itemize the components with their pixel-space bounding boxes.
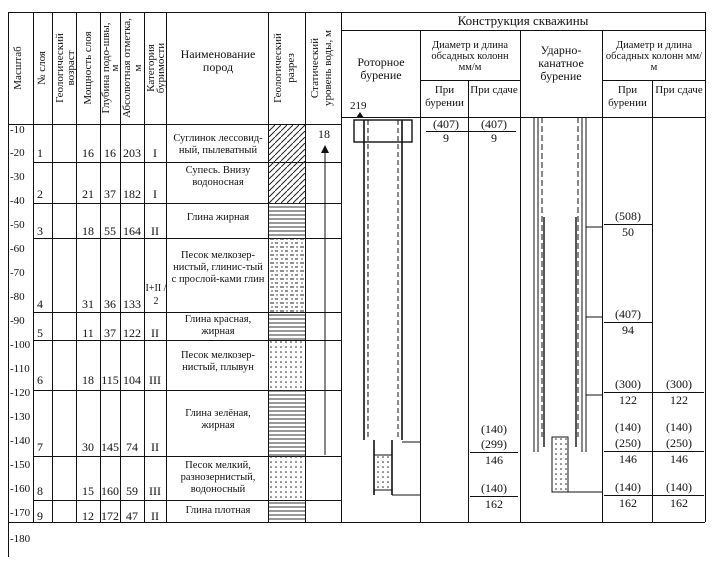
section-quicksand <box>269 340 305 390</box>
layer-mark: 164 <box>123 224 141 238</box>
layer-cat: I <box>153 146 157 160</box>
scale-tick: -130 <box>10 411 31 423</box>
layer-mark: 47 <box>126 509 138 523</box>
layer-thick: 21 <box>82 187 94 201</box>
layer-depth: 37 <box>104 187 116 201</box>
layer-no: 9 <box>37 509 43 523</box>
scale-tick: -80 <box>10 291 25 303</box>
layer-depth: 115 <box>101 373 119 387</box>
water-level-arrow <box>318 143 332 457</box>
perc-hand-6: (140) <box>666 480 692 494</box>
scale-tick: -100 <box>10 339 31 351</box>
perc-hand-5-len: 146 <box>670 452 688 466</box>
perc-drill-3-len: 122 <box>619 393 637 407</box>
header-handover-rotary: При сдаче <box>470 84 518 96</box>
header-rock-name: Наименование пород <box>180 47 256 74</box>
layer-cat: III <box>149 373 161 387</box>
layer-thick: 15 <box>82 484 94 498</box>
rotary-top-label: 219 <box>350 100 367 112</box>
section-green-clay <box>269 390 305 456</box>
header-handover-percussion: При сдаче <box>655 84 703 96</box>
header-diam-title-percussion: Диаметр и длина обсадных колонн мм/м <box>605 40 703 73</box>
scale-tick: -150 <box>10 459 31 471</box>
layer-name: Глина плотная <box>185 505 251 516</box>
scale-tick: -140 <box>10 435 31 447</box>
layer-thick: 30 <box>82 440 94 454</box>
header-category: Категория буримости <box>145 42 167 94</box>
scale-tick: -10 <box>10 124 25 136</box>
scale-tick: -170 <box>10 507 31 519</box>
layer-mark: 59 <box>126 484 138 498</box>
section-dense-clay <box>269 500 305 522</box>
perc-hand-6-len: 162 <box>670 496 688 510</box>
header-drilling-percussion: При бурении <box>608 84 647 109</box>
layer-cat: II <box>151 326 159 340</box>
layer-mark: 133 <box>123 297 141 311</box>
scale-tick: -20 <box>10 147 25 159</box>
scale-tick: -70 <box>10 267 25 279</box>
header-drilling-rotary: При бурении <box>425 84 464 109</box>
header-layer-no: № слоя <box>36 51 48 85</box>
layer-cat: I <box>153 187 157 201</box>
scale-tick: -180 <box>10 533 31 545</box>
percussion-casing-diagram <box>524 117 602 522</box>
perc-hand-3-len: 122 <box>670 393 688 407</box>
section-red-clay <box>269 312 305 340</box>
perc-drill-1-len: 50 <box>622 225 634 239</box>
header-geo-age: Геологический возраст <box>54 33 77 103</box>
layer-mark: 104 <box>123 373 141 387</box>
layer-name: Песок мелкий, разнозернистый, водоносный <box>180 460 256 495</box>
layer-cat: II <box>151 509 159 523</box>
layer-no: 5 <box>37 326 43 340</box>
perc-hand-4: (140) <box>666 420 692 434</box>
layer-no: 2 <box>37 187 43 201</box>
perc-drill-2: (407) <box>615 307 641 321</box>
scale-tick: -40 <box>10 195 25 207</box>
header-water-level: Статический уровень воды, м <box>309 30 334 106</box>
perc-hand-3: (300) <box>666 377 692 391</box>
layer-name: Песок мелкозер-нистый, плывун <box>180 350 256 373</box>
geological-section <box>269 125 305 522</box>
layer-no: 4 <box>37 297 43 311</box>
rotary-drill-1-len: 9 <box>443 131 449 145</box>
scale-tick: -120 <box>10 387 31 399</box>
layer-cat: III <box>149 484 161 498</box>
perc-drill-2-len: 94 <box>622 323 634 337</box>
layer-name: Глина жирная <box>186 212 250 223</box>
water-level-value: 18 <box>318 127 330 141</box>
header-scale: Масштаб <box>12 46 24 90</box>
header-geo-section: Геологический разрез <box>272 33 297 103</box>
layer-thick: 31 <box>82 297 94 311</box>
layer-depth: 160 <box>101 484 119 498</box>
rotary-drill-2-len: 146 <box>485 453 503 467</box>
layer-depth: 55 <box>104 224 116 238</box>
header-abs-mark: Абсолютная отметка, м <box>121 18 144 118</box>
layer-no: 7 <box>37 440 43 454</box>
rotary-casing-diagram <box>346 110 420 522</box>
layer-cat: I+II / 2 <box>145 283 167 307</box>
section-fine-sand <box>269 456 305 500</box>
rotary-hand-1-len: 9 <box>491 131 497 145</box>
layer-thick: 18 <box>82 224 94 238</box>
scale-tick: -60 <box>10 243 25 255</box>
scale-tick: -90 <box>10 315 25 327</box>
perc-drill-3: (300) <box>615 377 641 391</box>
header-depth: Глубина подо-швы, м <box>100 22 121 114</box>
rotary-drill-2b: (299) <box>481 437 507 451</box>
layer-no: 6 <box>37 373 43 387</box>
layer-mark: 122 <box>123 326 141 340</box>
perc-drill-5-len: 146 <box>619 452 637 466</box>
layer-depth: 36 <box>104 297 116 311</box>
layer-depth: 172 <box>101 509 119 523</box>
scale-tick: -30 <box>10 171 25 183</box>
scale-tick: -110 <box>10 363 30 375</box>
rotary-hand-1: (407) <box>481 117 507 131</box>
section-sandy-loam <box>269 162 305 203</box>
rotary-drill-1: (407) <box>433 117 459 131</box>
perc-drill-1: (508) <box>615 209 641 223</box>
scale-tick: -50 <box>10 219 25 231</box>
section-sand-clay <box>269 238 305 312</box>
layer-name: Суглинок лессовид-ный, пылеватный <box>173 133 263 156</box>
header-diam-title-rotary: Диаметр и длина обсадных колонн мм/м <box>431 40 509 73</box>
header-thickness: Мощность слоя <box>82 31 94 105</box>
layer-name: Супесь. Внизу водоносная <box>185 165 251 188</box>
rotary-drill-2: (140) <box>481 422 507 436</box>
layer-no: 1 <box>37 146 43 160</box>
layer-depth: 145 <box>101 440 119 454</box>
layer-thick: 11 <box>82 326 94 340</box>
layer-thick: 18 <box>82 373 94 387</box>
layer-cat: II <box>151 440 159 454</box>
layer-cat: II <box>151 224 159 238</box>
layer-no: 8 <box>37 484 43 498</box>
header-percussion: Ударно-канатное бурение <box>538 43 584 83</box>
section-clay <box>269 203 305 238</box>
layer-no: 3 <box>37 224 43 238</box>
layer-mark: 182 <box>123 187 141 201</box>
layer-name: Глина зелёная, жирная <box>185 408 251 431</box>
perc-hand-5: (250) <box>666 436 692 450</box>
layer-thick: 16 <box>82 146 94 160</box>
layer-mark: 203 <box>123 146 141 160</box>
perc-drill-4: (140) <box>615 420 641 434</box>
perc-drill-6-len: 162 <box>619 496 637 510</box>
scale-tick: -160 <box>10 483 31 495</box>
perc-drill-5: (250) <box>615 436 641 450</box>
layer-depth: 37 <box>104 326 116 340</box>
rotary-drill-3-len: 162 <box>485 497 503 511</box>
layer-thick: 12 <box>82 509 94 523</box>
header-rotary: Роторное бурение <box>357 55 405 82</box>
layer-mark: 74 <box>126 440 138 454</box>
layer-name: Глина красная, жирная <box>184 314 252 337</box>
rotary-drill-3: (140) <box>481 481 507 495</box>
layer-depth: 16 <box>104 146 116 160</box>
layer-name: Песок мелкозер-нистый, глинис-тый с прослой-ками глин <box>171 250 265 285</box>
perc-drill-6: (140) <box>615 480 641 494</box>
section-loam <box>269 125 305 162</box>
header-construction: Конструкция скважины <box>457 13 589 28</box>
